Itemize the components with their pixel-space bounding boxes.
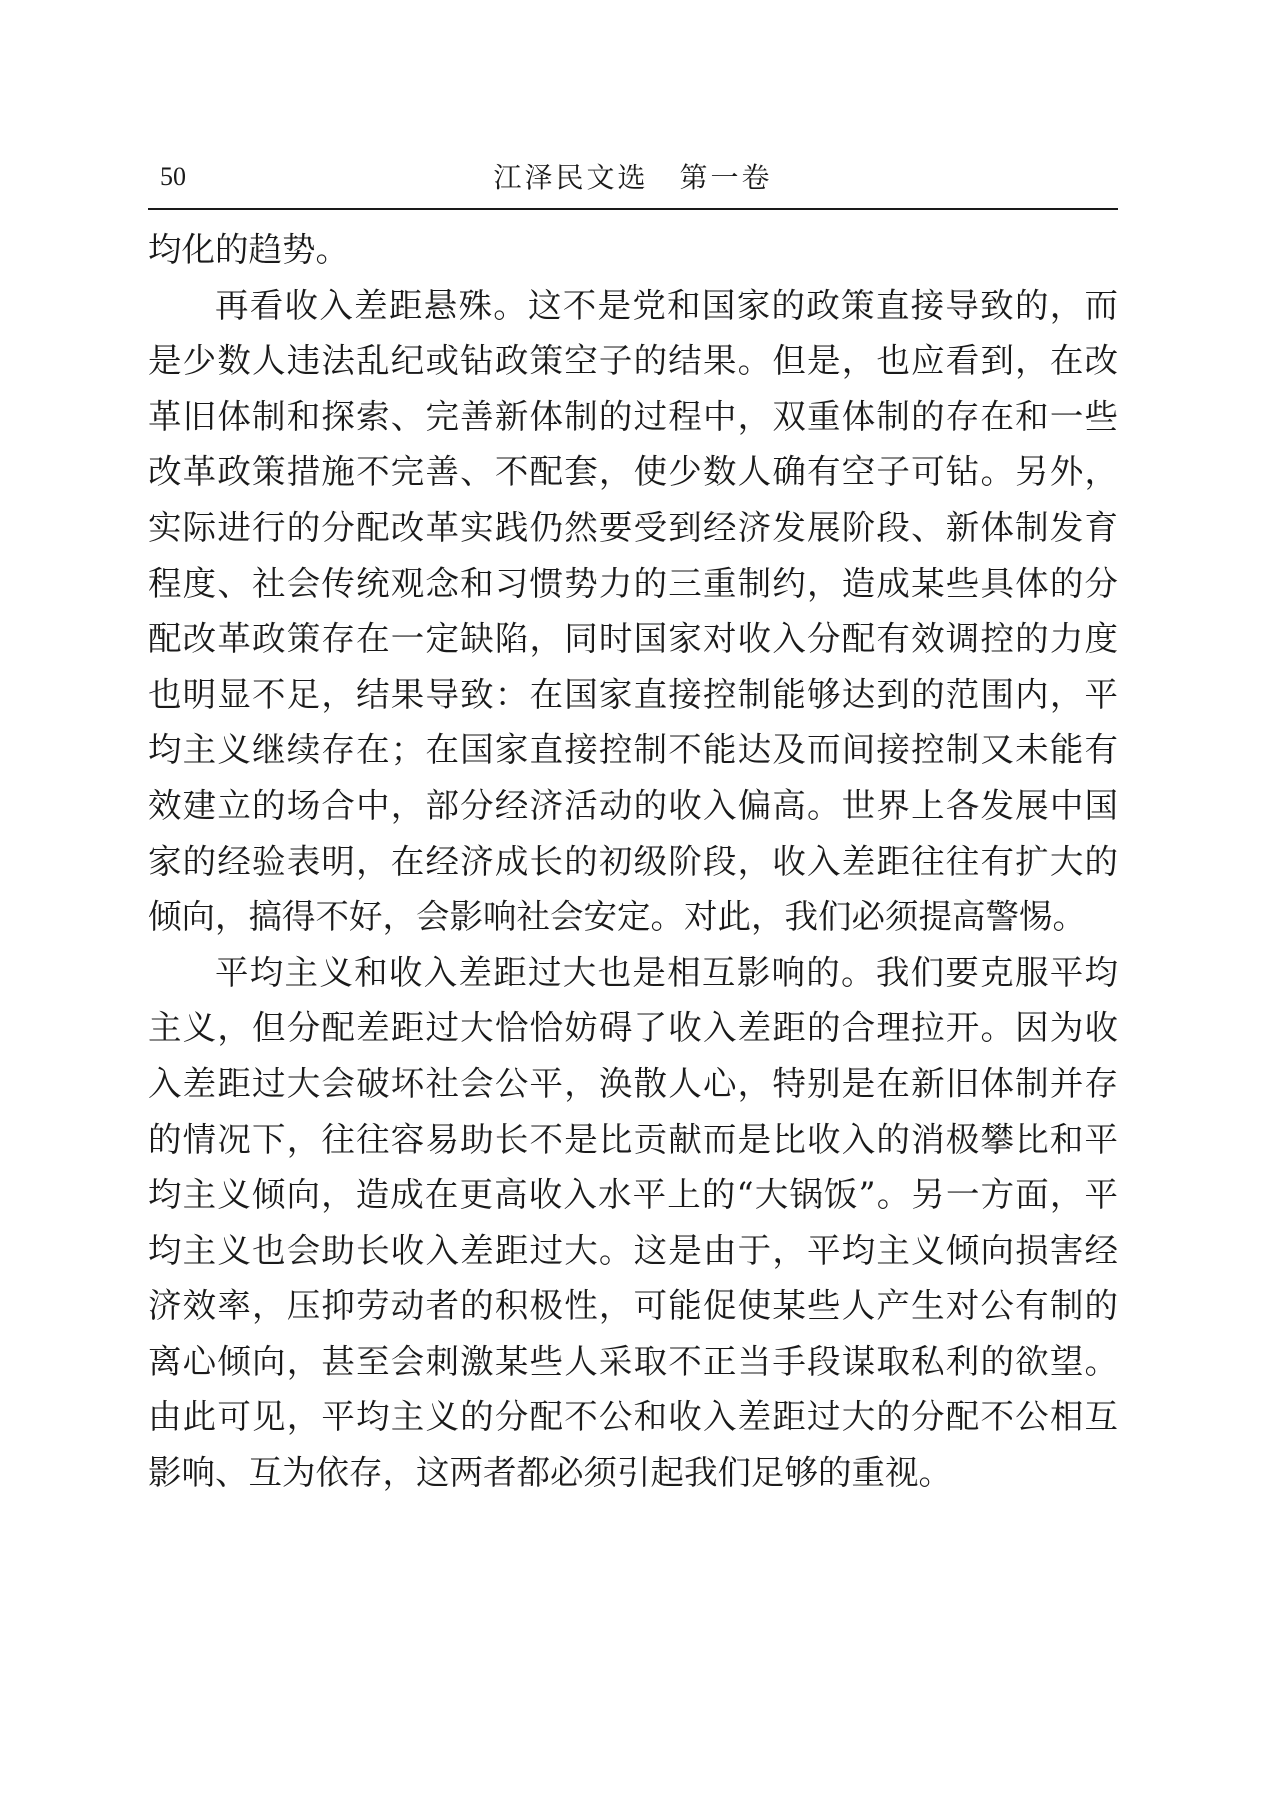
paragraph-continuation: 均化的趋势。 xyxy=(148,230,349,269)
running-title: 江泽民文选 第一卷 xyxy=(493,161,773,194)
paragraph-income-gap: 再看收入差距悬殊。这不是党和国家的政策直接导致的，而是少数人违法乱纪或钻政策空子的结果。但是，也应看到，在改革旧体制和探索、完善新体制的过程中，双重体制的存在和一些改革政策措施不完善、不配套，使少数人确有空子可钻。另外，实际进行的分配改革实践仍然要受到经济发展阶段、新体制发育程度、社会传统观念和习惯势力的三重制约，造成某些具体的分配改革政策存在一定缺陷，同时国家对收入分配有效调控的力度也明显不足，结果导致：在国家直接控制能够达到的范围内，平均主义继续存在；在国家直接控制不能达及而间接控制又未能有效建立的场合中，部分经济活动的收入偏高。世界上各发展中国家的经验表明，在经济成长的初级阶段，收入差距往往有扩大的倾向，搞得不好，会影响社会安定。对此，我们必须提高警惕。 xyxy=(148,285,1118,937)
body-text xyxy=(148,222,1118,1501)
paragraph-mutual-influence: 平均主义和收入差距过大也是相互影响的。我们要克服平均主义，但分配差距过大恰恰妨碍了收入差距的合理拉开。因为收入差距过大会破坏社会公平，涣散人心，特别是在新旧体制并存的情况下，往往容易助长不是比贡献而是比收入的消极攀比和平均主义倾向，造成在更高收入水平上的“大锅饭”。另一方面，平均主义也会助长收入差距过大。这是由于，平均主义倾向损害经济效率，压抑劳动者的积极性，可能促使某些人产生对公有制的离心倾向，甚至会刺激某些人采取不正当手段谋取私利的欲望。由此可见，平均主义的分配不公和收入差距过大的分配不公相互影响、互为依存，这两者都必须引起我们足够的重视。 xyxy=(148,952,1118,1493)
page-header xyxy=(148,150,1118,210)
page-number: 50 xyxy=(160,162,186,191)
